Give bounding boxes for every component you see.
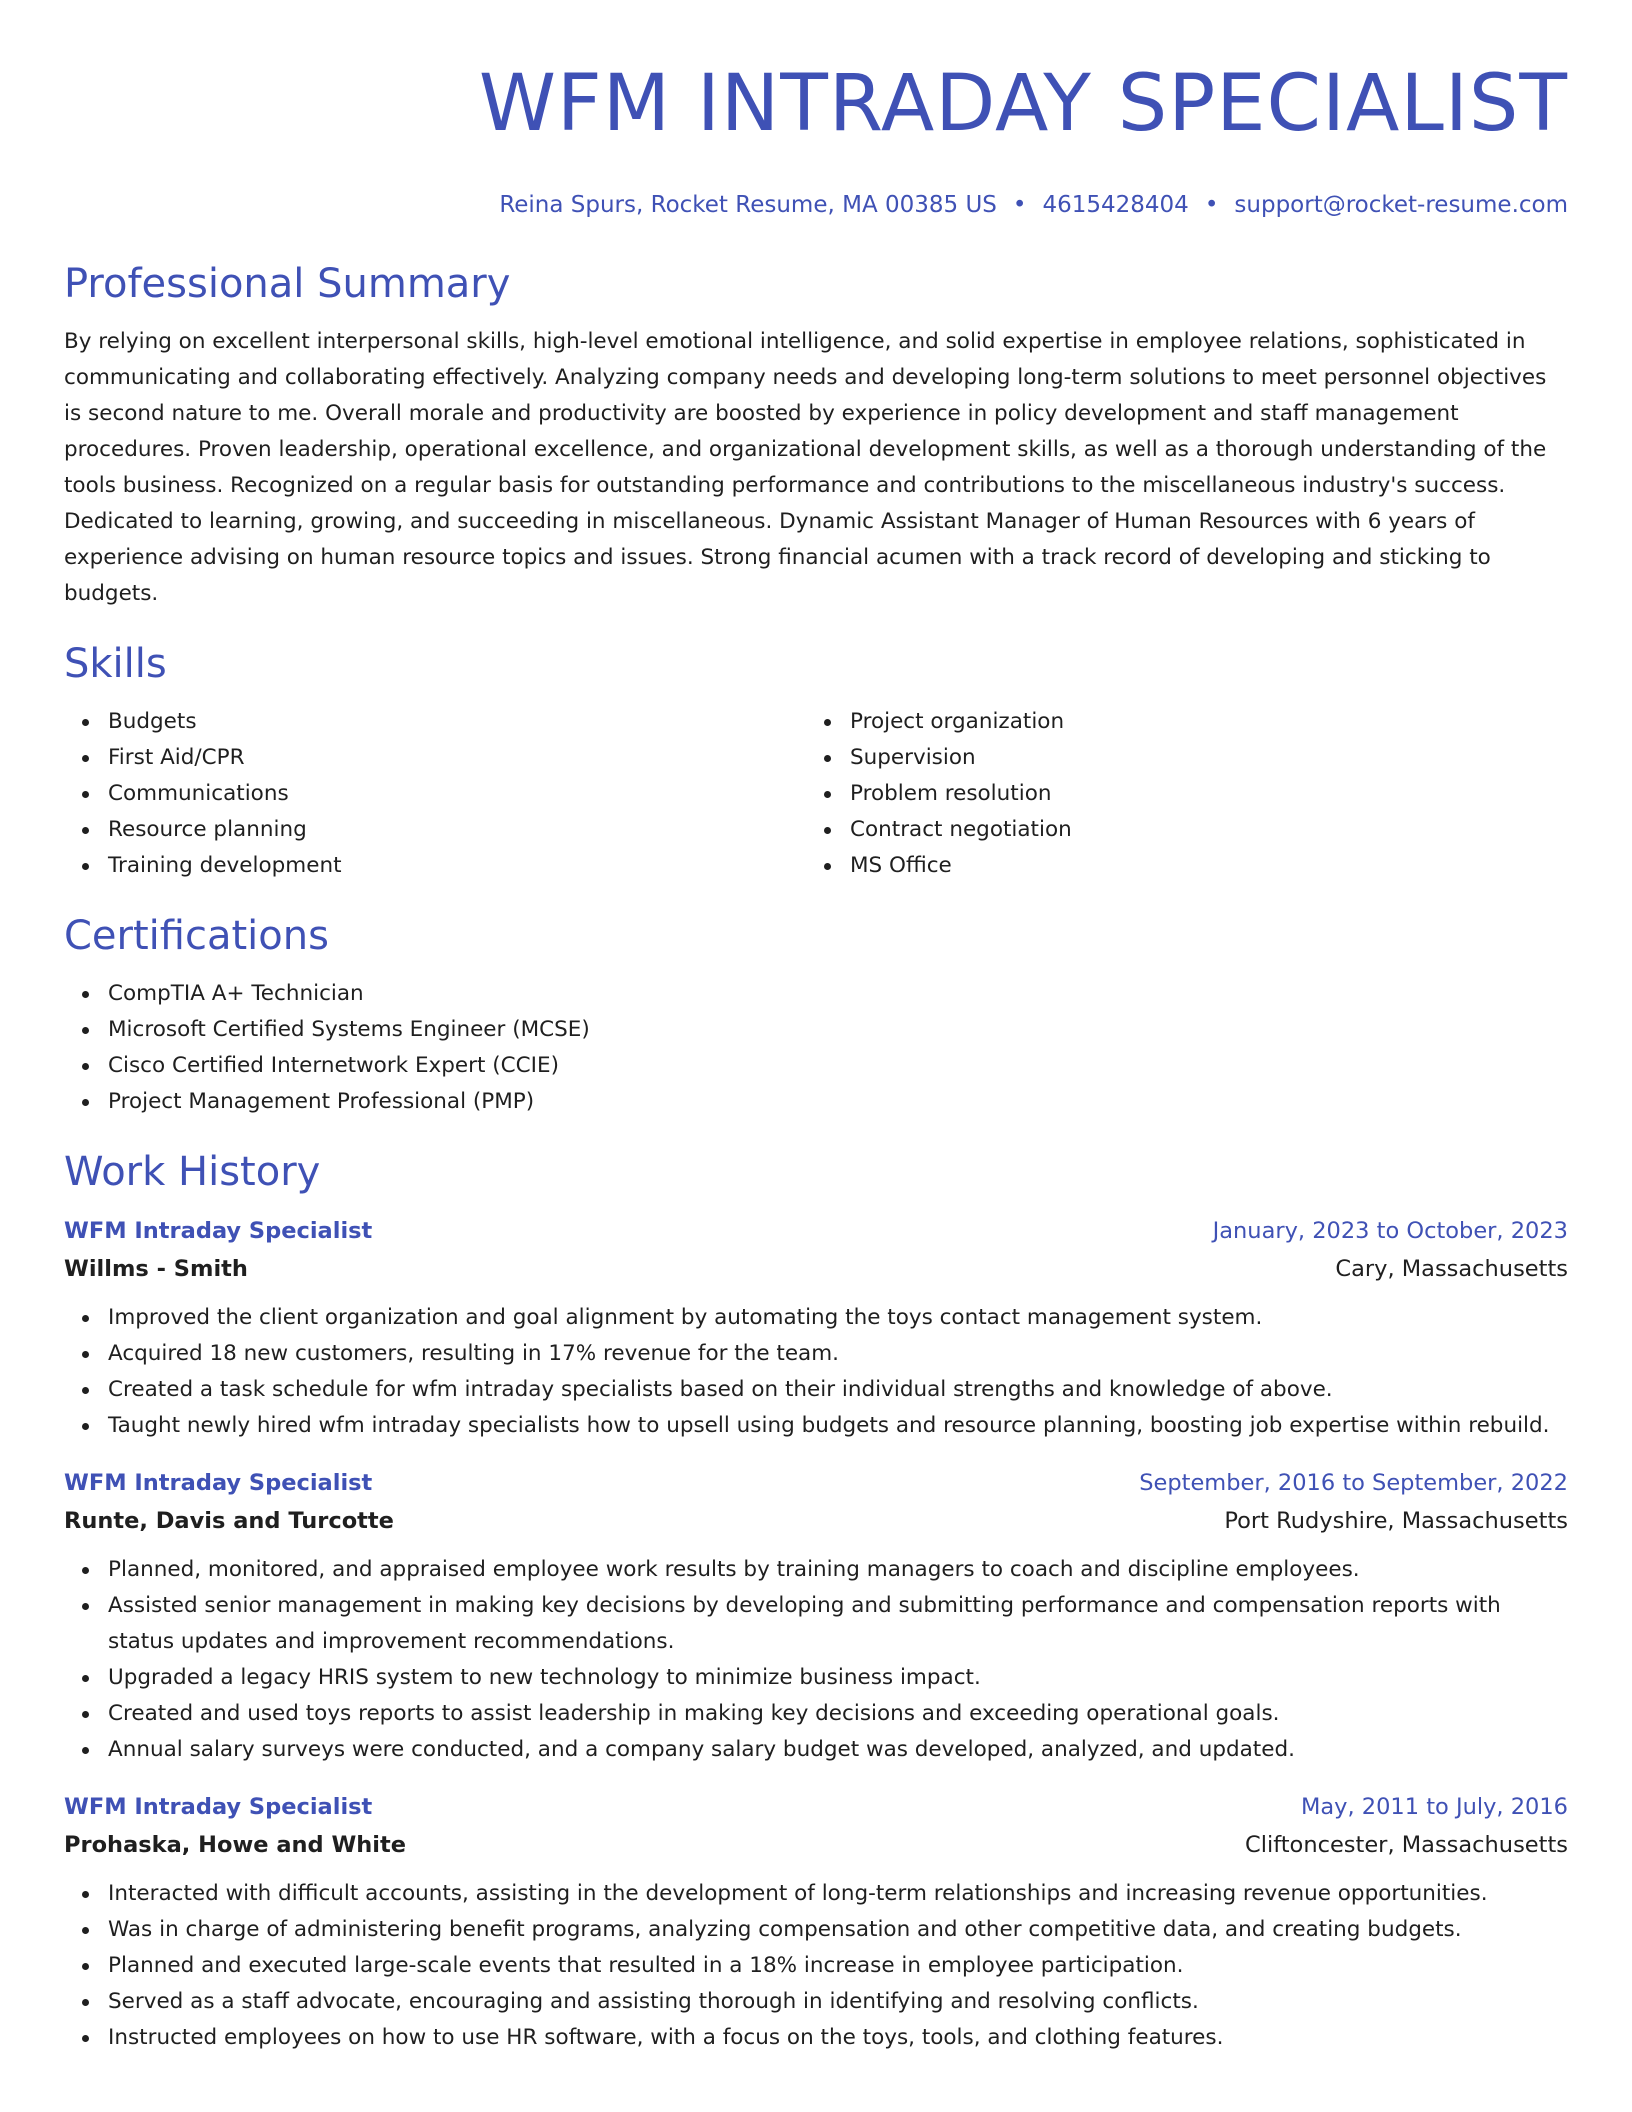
- job-duty: Planned and executed large-scale events that resulted in a 18% increase in employee participation.: [108, 1948, 1568, 1984]
- job-dates: May, 2011 to July, 2016: [1300, 1794, 1568, 1820]
- certifications-heading: Certifications: [64, 913, 329, 959]
- skill-item: Budgets: [108, 704, 806, 740]
- summary-heading: Professional Summary: [64, 261, 511, 307]
- contact-address: Reina Spurs, Rocket Resume, MA 00385 US: [499, 192, 997, 218]
- skill-item: Problem resolution: [850, 776, 1548, 812]
- job-title: WFM Intraday Specialist: [64, 1218, 373, 1244]
- job-dates: September, 2016 to September, 2022: [1139, 1470, 1568, 1496]
- job-duties: [64, 1552, 1568, 1768]
- certifications-list: [64, 976, 1568, 1120]
- summary-text: By relying on excellent interpersonal skills, high-level emotional intelligence, and solid expertise in employee relations, sophisticated in communicating and collaborating effectively. Analyzing company needs and developing long-term solutions to meet personnel objectives is second nature to me. Overall morale and productivity are boosted by experience in policy development and staff management procedures. Proven leadership, operational excellence, and organizational development skills, as well as a thorough understanding of the tools business. Recognized on a regular basis for outstanding performance and contributions to the miscellaneous industry's success. Dedicated to learning, growing, and succeeding in miscellaneous. Dynamic Assistant Manager of Human Resources with 6 years of experience advising on human resource topics and issues. Strong financial acumen with a track record of developing and sticking to budgets.: [64, 329, 1547, 606]
- job-duty: Served as a staff advocate, encouraging and assisting thorough in identifying and resolving conflicts.: [108, 1984, 1568, 2020]
- skill-item: Supervision: [850, 740, 1548, 776]
- skill-item: Training development: [108, 848, 806, 884]
- skill-item: Communications: [108, 776, 806, 812]
- certification-item: Project Management Professional (PMP): [108, 1084, 1568, 1120]
- job-duties: [64, 1300, 1568, 1444]
- certification-item: Cisco Certified Internetwork Expert (CCIE): [108, 1048, 1568, 1084]
- job-duty: Created and used toys reports to assist leadership in making key decisions and exceeding operational goals.: [108, 1696, 1568, 1732]
- job-duty: Upgraded a legacy HRIS system to new technology to minimize business impact.: [108, 1660, 1568, 1696]
- contact-line: [64, 188, 1568, 222]
- job-duties: [64, 1876, 1568, 2056]
- resume-page: [64, 0, 1568, 2056]
- job-location: Cary, Massachusetts: [1335, 1256, 1568, 1282]
- job-duty: Planned, monitored, and appraised employee work results by training managers to coach and discipline employees.: [108, 1552, 1568, 1588]
- job-duty: Assisted senior management in making key decisions by developing and submitting performance and compensation reports with status updates and improvement recommendations.: [108, 1588, 1568, 1660]
- job-entry: [64, 1212, 1568, 1444]
- job-company: Willms - Smith: [64, 1256, 248, 1282]
- work-history-heading: Work History: [64, 1149, 321, 1195]
- job-entry: [64, 1788, 1568, 2056]
- job-title: WFM Intraday Specialist: [64, 1794, 373, 1820]
- job-company: Runte, Davis and Turcotte: [64, 1508, 394, 1534]
- candidate-name: WFM INTRADAY SPECIALIST: [478, 59, 1568, 149]
- contact-separator: •: [1012, 192, 1027, 218]
- job-duty: Instructed employees on how to use HR software, with a focus on the toys, tools, and clothing features.: [108, 2020, 1568, 2056]
- contact-phone[interactable]: 4615428404: [1042, 192, 1189, 218]
- skills-heading: Skills: [64, 641, 167, 687]
- skills-column-right: [806, 704, 1548, 884]
- job-duty: Interacted with difficult accounts, assisting in the development of long-term relationships and increasing revenue opportunities.: [108, 1876, 1568, 1912]
- job-duty: Was in charge of administering benefit programs, analyzing compensation and other competitive data, and creating budgets.: [108, 1912, 1568, 1948]
- job-location: Port Rudyshire, Massachusetts: [1224, 1508, 1568, 1534]
- job-duty: Created a task schedule for wfm intraday specialists based on their individual strengths and knowledge of above.: [108, 1372, 1568, 1408]
- job-title: WFM Intraday Specialist: [64, 1470, 373, 1496]
- work-history-list: [64, 1212, 1568, 2056]
- skill-item: Resource planning: [108, 812, 806, 848]
- contact-separator: •: [1204, 192, 1219, 218]
- certification-item: CompTIA A+ Technician: [108, 976, 1568, 1012]
- job-duty: Annual salary surveys were conducted, and a company salary budget was developed, analyzed, and updated.: [108, 1732, 1568, 1768]
- skill-item: Project organization: [850, 704, 1548, 740]
- skills-column-left: [64, 704, 806, 884]
- certification-item: Microsoft Certified Systems Engineer (MCSE): [108, 1012, 1568, 1048]
- job-duty: Taught newly hired wfm intraday specialists how to upsell using budgets and resource planning, boosting job expertise within rebuild.: [108, 1408, 1568, 1444]
- job-entry: [64, 1464, 1568, 1768]
- skill-item: Contract negotiation: [850, 812, 1548, 848]
- skills-list: [64, 704, 1568, 884]
- job-duty: Acquired 18 new customers, resulting in 17% revenue for the team.: [108, 1336, 1568, 1372]
- job-duty: Improved the client organization and goal alignment by automating the toys contact management system.: [108, 1300, 1568, 1336]
- job-dates: January, 2023 to October, 2023: [1212, 1218, 1568, 1244]
- contact-email[interactable]: support@rocket-resume.com: [1234, 192, 1568, 218]
- job-location: Cliftoncester, Massachusetts: [1245, 1832, 1568, 1858]
- job-company: Prohaska, Howe and White: [64, 1832, 407, 1858]
- skill-item: First Aid/CPR: [108, 740, 806, 776]
- skill-item: MS Office: [850, 848, 1548, 884]
